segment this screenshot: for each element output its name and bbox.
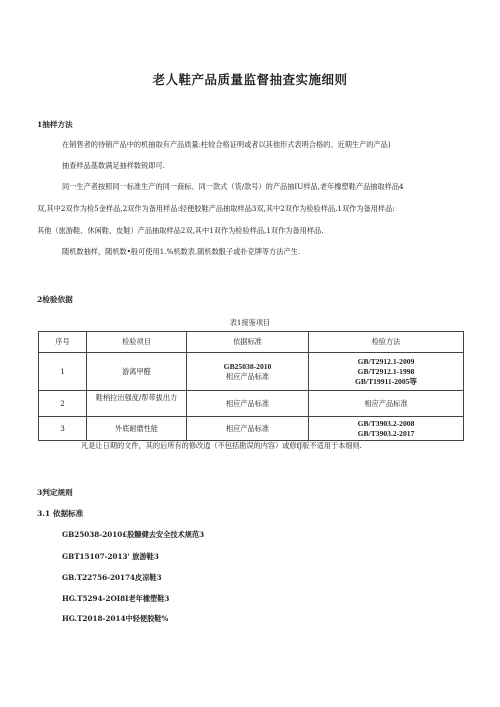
- header-no: 序号: [39, 332, 87, 353]
- row-3-method-line-1: GB/T3903.2-2008: [357, 418, 415, 428]
- row-3-no: 3: [39, 417, 87, 441]
- row-1-method: [309, 353, 464, 391]
- section-1-heading: 1抽样方法: [37, 120, 73, 129]
- reference-standard-5: HG.T2018-2014中轻便胶鞋%: [62, 614, 169, 623]
- row-1-standard: [187, 353, 309, 391]
- row-1-no: 1: [39, 353, 87, 391]
- row-3-method-line-2: GB/T3903.2-2017: [357, 428, 415, 438]
- page-title: 老人鞋产品质量监督抽查实施细则: [152, 72, 348, 87]
- section-1-paragraph-3-line-3: 其他（旅游鞋、休闲鞋、皮鞋）产品抽取样品2双,其中1双作为检验样品,1双作为备用样品.: [37, 226, 324, 235]
- section-1-paragraph-3-line-2: 双,其中2双作为检5金样品,2双作为备用样品:轻便胶鞋产品抽取样品3双,其中2双作为检验样品,1双作为备用样品:: [37, 204, 395, 213]
- section-2-heading: 2检验依据: [37, 295, 73, 304]
- reference-standard-2: GBT15107-2013' 旅游鞋3: [62, 552, 159, 561]
- reference-standard-1: GB25038-2010£股糠健去安全技术规范3: [62, 530, 205, 539]
- section-1-paragraph-4: 随机数抽样，随机数•般可使用1.%机数表.随机数骰子或扑克牌等方法产生.: [62, 247, 301, 256]
- row-1-item: 游离甲醛: [87, 353, 187, 391]
- row-2-method: 相应产品标准: [309, 391, 464, 417]
- header-item: 检验项目: [87, 332, 187, 353]
- row-2-standard: 相应产品标准: [187, 391, 309, 417]
- table-row: [39, 417, 464, 441]
- table-header-row: [39, 332, 464, 353]
- section-1-paragraph-2: 抽查样品基数满足抽样数锐即可.: [62, 161, 165, 170]
- inspection-items-table: [38, 331, 464, 441]
- table-row: [39, 353, 464, 391]
- section-1-paragraph-3-line-1: 同一生产者按照同一标准生产的同一商标、同一款式（货/款号）的产品抽IU样品,老年橡塑鞋产品抽取样品4: [62, 182, 404, 191]
- section-3-heading: 3判定规则: [37, 488, 73, 497]
- row-1-standard-line-1: GB25038-2010: [223, 361, 272, 371]
- row-3-item: 外底耐磨性能: [87, 417, 187, 441]
- row-1-method-line-3: GB/T19911-2005等: [354, 376, 418, 386]
- header-method: 检验方法: [309, 332, 464, 353]
- row-1-standard-line-2: 相应产品标准: [225, 371, 270, 381]
- table-caption: 表1接鉴项目: [229, 318, 271, 327]
- reference-standard-3: GB.T22756-20174皮凉鞋3: [62, 573, 162, 582]
- row-1-method-line-1: GB/T2912.1-2009: [357, 356, 415, 366]
- header-standard: 依据标准: [187, 332, 309, 353]
- section-1-paragraph-1: 在销售者的待销产品中的机抽取有产品质量:柱较合格证明或者以其他形式表明合格的、近期生产的产品): [62, 140, 391, 149]
- table-row: [39, 391, 464, 417]
- row-2-no: 2: [39, 391, 87, 417]
- row-2-item: 鞋梢拉出强度/帮带拔出力: [87, 391, 187, 417]
- section-3-1-heading: 3.1 依据标准: [37, 509, 84, 518]
- row-3-method: [309, 417, 464, 441]
- reference-standard-4: HG.T5294-2OI8I老年橡塑鞋3: [62, 594, 170, 603]
- row-3-standard: 相应产品标准: [187, 417, 309, 441]
- table-note: 凡是让日期的文件，其的后所有的修改逍（不包括勘误的内容）或修fJ版不适用于本细则.: [81, 441, 362, 450]
- row-1-method-line-2: GB/T2912.1-1998: [357, 366, 415, 376]
